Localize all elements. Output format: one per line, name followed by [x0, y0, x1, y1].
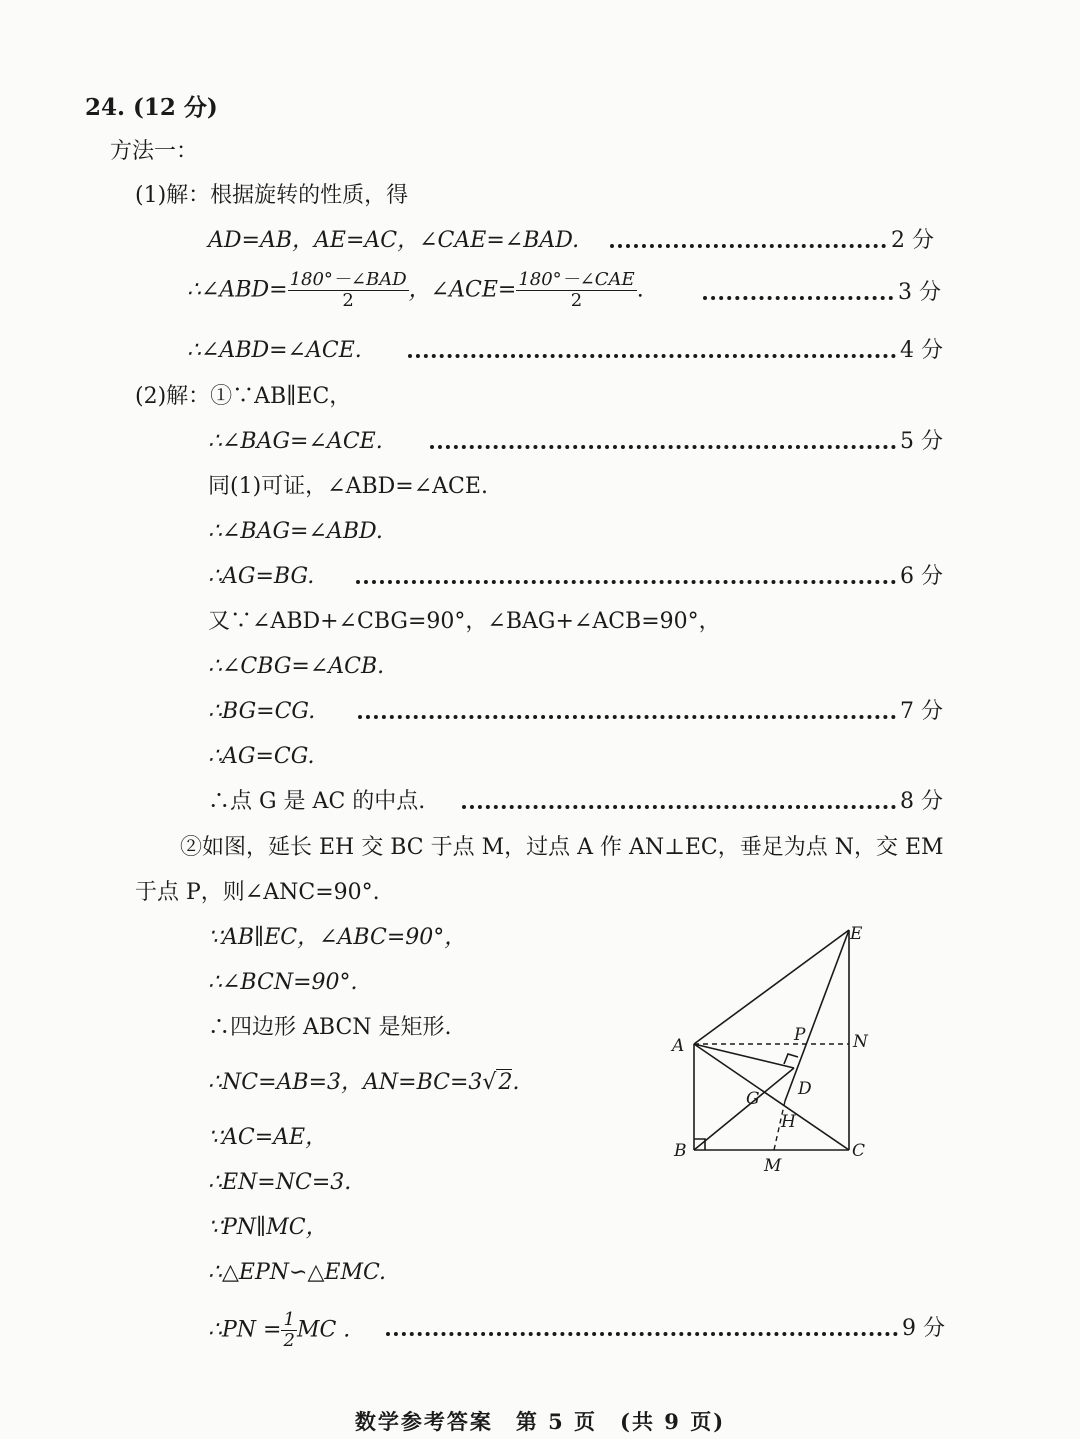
- frac-denominator: 2: [283, 1329, 295, 1351]
- line2-post: .: [636, 277, 644, 303]
- fraction-half: [281, 1310, 296, 1351]
- frac-numerator: 180°－∠CAE: [518, 269, 635, 290]
- score-2: 2 分: [891, 228, 934, 253]
- m9-post: MC .: [296, 1317, 351, 1343]
- dot-leader: [703, 296, 893, 300]
- part2-l3: ∴∠BAG=∠ABD.: [208, 519, 383, 544]
- fraction-cae: [516, 270, 636, 311]
- frac-numerator: 180°－∠BAD: [289, 269, 407, 290]
- label-B: B: [674, 1141, 687, 1161]
- m9-pre: ∴PN =: [208, 1317, 282, 1343]
- score-7: 7 分: [900, 699, 943, 724]
- part2-sub2-line1: ②如图，延长 EH 交 BC 于点 M，过点 A 作 AN⊥EC，垂足为点 N，交 EM: [180, 835, 944, 860]
- part2-m3: ∴四边形 ABCN 是矩形.: [208, 1015, 452, 1040]
- page-footer: 数学参考答案 第 5 页 (共 9 页): [354, 1409, 726, 1434]
- label-D: D: [798, 1079, 812, 1099]
- dot-leader: [430, 445, 896, 449]
- sqrt-sign: √: [482, 1070, 497, 1095]
- score-3: 3 分: [898, 280, 941, 305]
- part2-m9: [208, 1310, 350, 1351]
- part2-l8: ∴AG=CG.: [208, 744, 315, 769]
- sqrt-radicand: 2: [498, 1070, 513, 1095]
- part2-m2: ∴∠BCN=90°.: [208, 970, 358, 995]
- part2-l5: 又∵∠ABD+∠CBG=90°，∠BAG+∠ACB=90°，: [208, 609, 721, 634]
- part2-m8: ∴△EPN∽△EMC.: [208, 1260, 387, 1285]
- part2-l7: ∴BG=CG.: [208, 699, 316, 724]
- part1-line2: [187, 270, 644, 311]
- label-A: A: [672, 1036, 685, 1056]
- label-G: G: [746, 1089, 760, 1109]
- method-label: 方法一：: [110, 139, 199, 164]
- line2-mid: ，∠ACE=: [408, 277, 517, 303]
- dot-leader: [408, 354, 896, 358]
- label-C: C: [852, 1141, 866, 1161]
- m4-pre: ∴NC=AB=3，AN=BC=3: [208, 1070, 483, 1095]
- frac-denominator: 2: [342, 289, 354, 311]
- score-5: 5 分: [900, 429, 943, 454]
- part1-intro: (1)解：根据旋转的性质，得: [135, 183, 409, 208]
- part2-m5: ∵AC=AE，: [208, 1125, 328, 1150]
- label-P: P: [794, 1025, 806, 1045]
- score-4: 4 分: [900, 338, 943, 363]
- dot-leader: [356, 580, 896, 584]
- label-M: M: [764, 1156, 782, 1176]
- score-8: 8 分: [900, 789, 943, 814]
- score-6: 6 分: [900, 564, 943, 589]
- line2-pre: ∴∠ABD=: [187, 277, 288, 303]
- geometry-figure: [660, 918, 900, 1178]
- dot-leader: [462, 805, 896, 809]
- score-9: 9 分: [902, 1316, 945, 1341]
- part2-l4: ∴AG=BG.: [208, 564, 315, 589]
- dot-leader: [358, 715, 896, 719]
- problem-header: 24. (12 分): [85, 94, 218, 121]
- part1-line1: AD=AB，AE=AC，∠CAE=∠BAD.: [208, 228, 580, 253]
- part2-m6: ∴EN=NC=3.: [208, 1170, 352, 1195]
- part2-l6: ∴∠CBG=∠ACB.: [208, 654, 385, 679]
- label-N: N: [853, 1032, 868, 1052]
- part2-l9: ∴点 G 是 AC 的中点.: [208, 789, 426, 814]
- dot-leader: [386, 1332, 898, 1336]
- part1-line3: ∴∠ABD=∠ACE.: [187, 338, 362, 363]
- part2-intro: (2)解：①∵AB∥EC，: [135, 384, 352, 409]
- m4-post: .: [512, 1070, 520, 1095]
- part2-l1: ∴∠BAG=∠ACE.: [208, 429, 383, 454]
- part2-sub2-line2: 于点 P，则∠ANC=90°.: [135, 880, 380, 905]
- part2-m7: ∵PN∥MC，: [208, 1215, 328, 1240]
- part2-m1: ∵AB∥EC，∠ABC=90°，: [208, 925, 467, 950]
- label-H: H: [781, 1112, 796, 1132]
- frac-denominator: 2: [570, 289, 583, 311]
- part2-m4: [208, 1072, 519, 1094]
- dot-leader: [610, 244, 886, 248]
- label-E: E: [850, 924, 863, 944]
- frac-numerator: 1: [283, 1309, 295, 1330]
- fraction-bad: [288, 270, 409, 311]
- part2-l2: 同(1)可证，∠ABD=∠ACE.: [208, 474, 488, 499]
